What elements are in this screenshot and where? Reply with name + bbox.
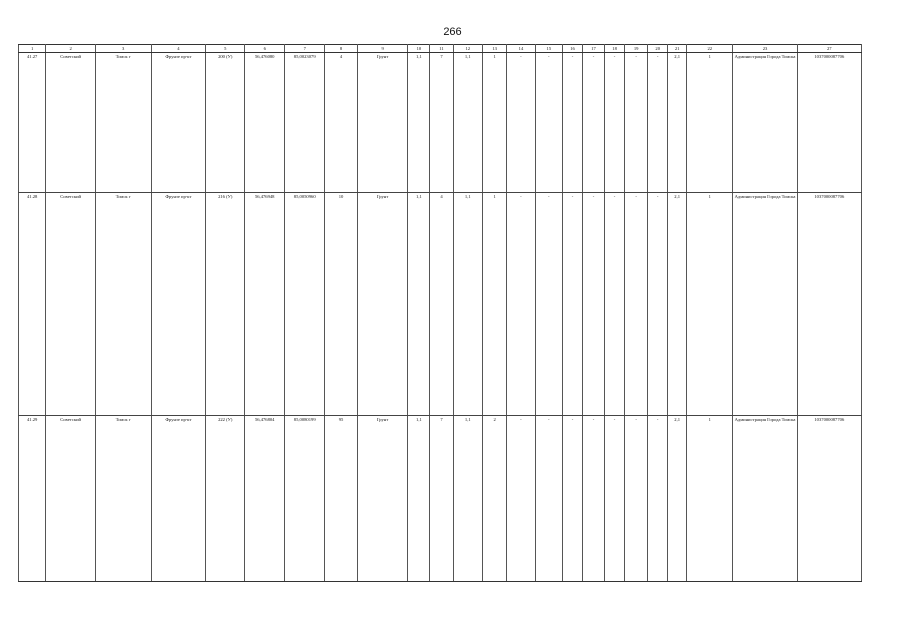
table-cell: Советский [46, 53, 95, 193]
column-header: 20 [648, 45, 668, 53]
table-cell: Администрация Города Томска [733, 416, 797, 582]
column-header: 18 [605, 45, 625, 53]
table-cell: Грунт [357, 416, 408, 582]
table-cell: Томск г [95, 53, 151, 193]
table-cell: Фрунзе пр-кт [151, 416, 206, 582]
table-cell: 10 [325, 193, 358, 416]
table-row [19, 193, 862, 416]
table-cell: 85,0023079 [285, 53, 325, 193]
table-cell: - [648, 416, 668, 582]
table-cell: 200 (У) [206, 53, 245, 193]
registry-table [18, 44, 862, 582]
table-cell: 2,1 [668, 416, 687, 582]
table-cell: 2,1 [668, 53, 687, 193]
table-cell: - [648, 193, 668, 416]
column-header: 17 [582, 45, 604, 53]
column-header: 4 [151, 45, 206, 53]
table-cell: - [507, 416, 535, 582]
table-cell: - [605, 193, 625, 416]
table-cell: - [563, 53, 583, 193]
table-cell: 56,476804 [245, 416, 285, 582]
table-cell: - [605, 53, 625, 193]
table-cell: 7 [430, 53, 453, 193]
table-cell: 85,0050960 [285, 193, 325, 416]
column-header: 12 [453, 45, 482, 53]
column-header: 6 [245, 45, 285, 53]
table-cell: - [625, 53, 648, 193]
ogrn-cell: 1037000087706 [797, 416, 861, 582]
table-cell: 1 [483, 53, 507, 193]
column-header: 7 [285, 45, 325, 53]
table-cell: 1,1 [453, 53, 482, 193]
ogrn-cell: 1037000087706 [797, 193, 861, 416]
table-cell: Фрунзе пр-кт [151, 193, 206, 416]
table-cell: - [535, 416, 562, 582]
table-cell: Грунт [357, 193, 408, 416]
page-number: 266 [443, 26, 462, 38]
table-cell: 41.29 [19, 416, 46, 582]
table-cell: Грунт [357, 53, 408, 193]
column-header: 15 [535, 45, 562, 53]
column-header: 13 [483, 45, 507, 53]
column-header: 10 [408, 45, 430, 53]
table-cell: 1,1 [408, 416, 430, 582]
table-cell: 56,476080 [245, 53, 285, 193]
table-cell: Томск г [95, 193, 151, 416]
table-cell: 1 [687, 416, 733, 582]
table-cell: 1,1 [453, 416, 482, 582]
column-header: 1 [19, 45, 46, 53]
table-cell: - [507, 193, 535, 416]
column-header: 22 [687, 45, 733, 53]
table-cell: 1 [483, 193, 507, 416]
table-cell: Фрунзе пр-кт [151, 53, 206, 193]
table-cell: - [605, 416, 625, 582]
table-cell: - [625, 193, 648, 416]
table-cell: - [625, 416, 648, 582]
table-cell: Томск г [95, 416, 151, 582]
column-header: 11 [430, 45, 453, 53]
header-row [19, 45, 862, 53]
table-cell: Советский [46, 416, 95, 582]
table-cell: 4 [325, 53, 358, 193]
table-cell: - [507, 53, 535, 193]
table-cell: 2,1 [668, 193, 687, 416]
ogrn-cell: 1037000087706 [797, 53, 861, 193]
table-cell: 216 (У) [206, 193, 245, 416]
table-cell: 1,1 [408, 53, 430, 193]
table-cell: - [582, 193, 604, 416]
column-header: 5 [206, 45, 245, 53]
column-header: 9 [357, 45, 408, 53]
table-cell: - [535, 193, 562, 416]
table-row [19, 416, 862, 582]
table-cell: 85,0080199 [285, 416, 325, 582]
table-cell: 7 [430, 416, 453, 582]
table-cell: 1 [687, 53, 733, 193]
table-cell: - [563, 193, 583, 416]
column-header: 3 [95, 45, 151, 53]
table-cell: 1,1 [453, 193, 482, 416]
table-cell: Администрация Города Томска [733, 53, 797, 193]
table-cell: - [582, 416, 604, 582]
column-header: 23 [733, 45, 797, 53]
table-cell: 41.28 [19, 193, 46, 416]
table-row [19, 53, 862, 193]
column-header: 21 [668, 45, 687, 53]
table-cell: 222 (У) [206, 416, 245, 582]
table-cell: 56,476948 [245, 193, 285, 416]
column-header: 8 [325, 45, 358, 53]
table-cell: Советский [46, 193, 95, 416]
column-header: 14 [507, 45, 535, 53]
table-cell: - [535, 53, 562, 193]
table-cell: 2 [483, 416, 507, 582]
table-cell: 4 [430, 193, 453, 416]
table-cell: - [582, 53, 604, 193]
column-header: 19 [625, 45, 648, 53]
column-header: 16 [563, 45, 583, 53]
table-cell: 1 [687, 193, 733, 416]
table-cell: 1,1 [408, 193, 430, 416]
table-cell: - [563, 416, 583, 582]
column-header: 2 [46, 45, 95, 53]
table-cell: 95 [325, 416, 358, 582]
column-header: 27 [797, 45, 861, 53]
table-cell: - [648, 53, 668, 193]
table-cell: Администрация Города Томска [733, 193, 797, 416]
table-cell: 41.27 [19, 53, 46, 193]
